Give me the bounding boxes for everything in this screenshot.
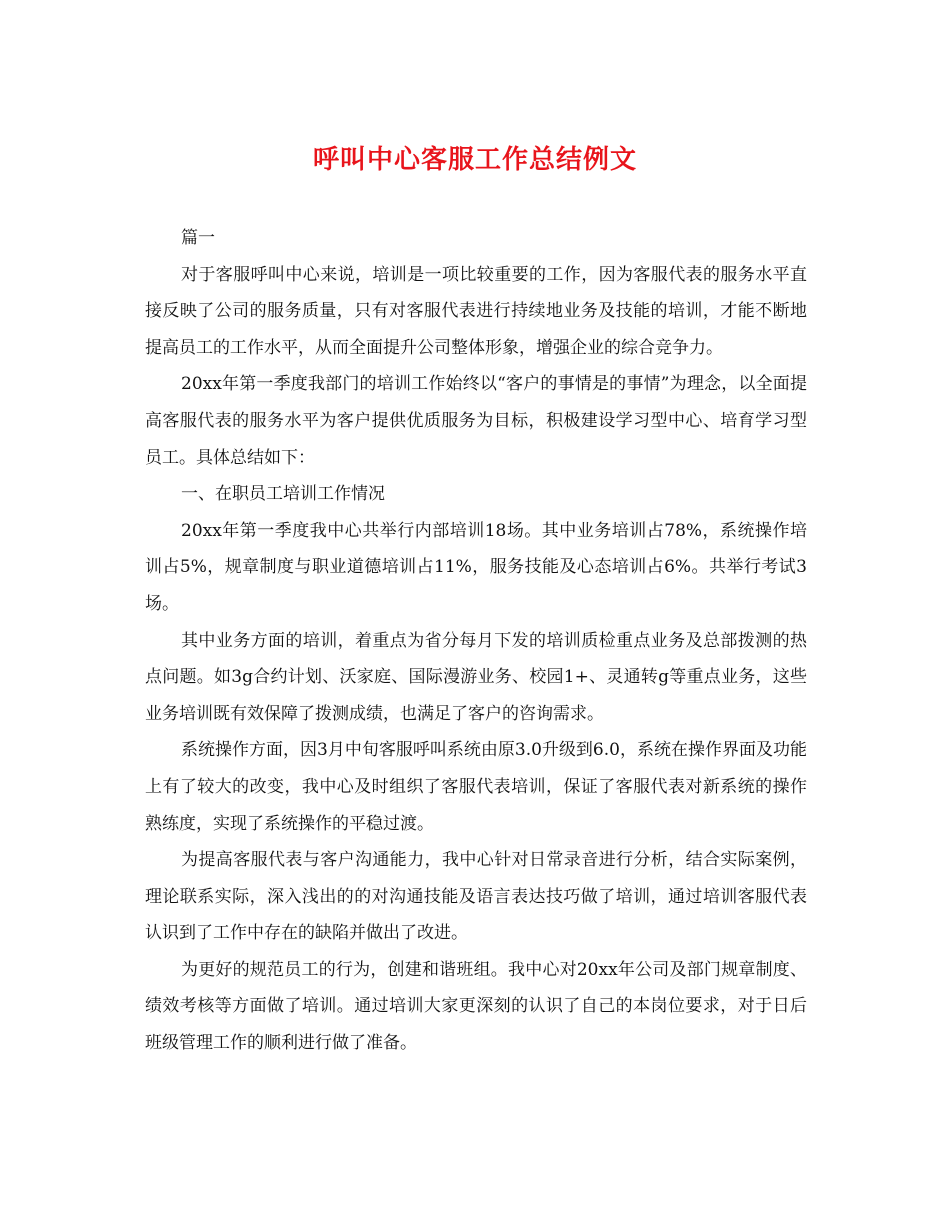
paragraph: 系统操作方面，因3月中旬客服呼叫系统由原3.0升级到6.0，系统在操作界面及功能上有了较大的改变，我中心及时组织了客服代表培训，保证了客服代表对新系统的操作熟练度，实现了系统操作的平稳过渡。 — [145, 740, 807, 834]
paragraph: 20xx年第一季度我中心共举行内部培训18场。其中业务培训占78%，系统操作培训占5%，规章制度与职业道德培训占11%，服务技能及心态培训占6%。共举行考试3场。 — [145, 520, 807, 614]
paragraph: 20xx年第一季度我部门的培训工作始终以“客户的事情是的事情”为理念，以全面提高客服代表的服务水平为客户提供优质服务为目标，积极建设学习型中心、培育学习型员工。具体总结如下： — [145, 374, 807, 468]
paragraph: 为更好的规范员工的行为，创建和谐班组。我中心对20xx年公司及部门规章制度、绩效考核等方面做了培训。通过培训大家更深刻的认识了自己的本岗位要求，对于日后班级管理工作的顺利进行做了准备。 — [145, 959, 807, 1054]
paragraph: 为提高客服代表与客户沟通能力，我中心针对日常录音进行分析，结合实际案例，理论联系实际，深入浅出的的对沟通技能及语言表达技巧做了培训，通过培训客服代表认识到了工作中存在的缺陷并做出了改进。 — [145, 850, 807, 944]
paragraph-section-label: 篇一 — [181, 228, 215, 248]
document-body — [145, 220, 807, 1062]
document-title: 呼叫中心客服工作总结例文 — [312, 145, 637, 175]
paragraph: 对于客服呼叫中心来说，培训是一项比较重要的工作，因为客服代表的服务水平直接反映了公司的服务质量，只有对客服代表进行持续地业务及技能的培训，才能不断地提高员工的工作水平，从而全面提升公司整体形象，增强企业的综合竞争力。 — [145, 264, 807, 358]
paragraph: 其中业务方面的培训，着重点为省分每月下发的培训质检重点业务及总部拨测的热点问题。如3g合约计划、沃家庭、国际漫游业务、校园1+、灵通转g等重点业务，这些业务培训既有效保障了拨测成绩，也满足了客户的咨询需求。 — [145, 630, 807, 724]
paragraph-heading: 一、在职员工培训工作情况 — [181, 484, 385, 505]
